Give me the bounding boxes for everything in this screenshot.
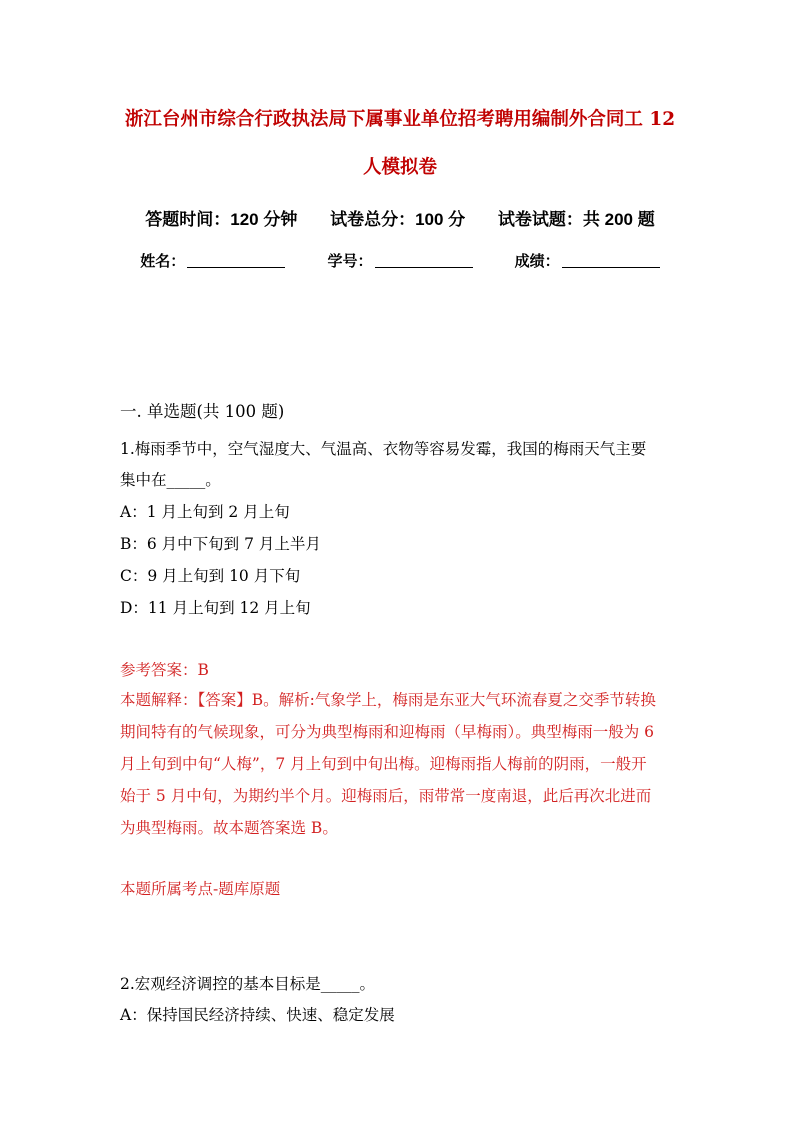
exam-total-score: 试卷总分：100 分 <box>330 210 466 229</box>
q1-option-b: B：6 月中下旬到 7 月上半月 <box>120 535 321 553</box>
score-field <box>515 251 660 273</box>
exam-time: 答题时间：120 分钟 <box>145 210 298 229</box>
q1-explanation-line-4: 始于 5 月中旬，为期约半个月。迎梅雨后，雨带常一度南退，此后再次北进而 <box>120 787 652 805</box>
name-field <box>140 251 285 273</box>
q1-explanation-line-2: 期间特有的气候现象，可分为典型梅雨和迎梅雨（早梅雨）。典型梅雨一般为 6 <box>120 723 655 741</box>
q1-answer: 参考答案：B <box>120 661 209 679</box>
q1-option-a: A：1 月上旬到 2 月上旬 <box>120 503 290 521</box>
q2-option-a: A：保持国民经济持续、快速、稳定发展 <box>120 1006 395 1024</box>
score-label: 成绩： <box>514 253 560 270</box>
name-label: 姓名： <box>140 253 186 270</box>
q1-option-c: C：9 月上旬到 10 月下旬 <box>120 567 301 585</box>
q2-text: 2.宏观经济调控的基本目标是_____。 <box>120 975 376 993</box>
q1-option-d: D：11 月上旬到 12 月上旬 <box>120 599 311 617</box>
q1-explanation-line-5: 为典型梅雨。故本题答案选 B。 <box>120 819 338 837</box>
name-blank[interactable] <box>187 253 285 268</box>
id-label: 学号： <box>327 253 373 270</box>
section-title: 一. 单选题(共 100 题) <box>120 402 285 421</box>
q1-explanation-line-1: 本题解释：【答案】B。解析:气象学上，梅雨是东亚大气环流春夏之交季节转换 <box>120 691 656 709</box>
exam-question-count: 试卷试题：共 200 题 <box>497 210 655 229</box>
student-fields <box>0 251 800 273</box>
title-line-1: 浙江台州市综合行政执法局下属事业单位招考聘用编制外合同工 12 <box>124 109 676 130</box>
q1-category: 本题所属考点-题库原题 <box>120 880 281 898</box>
document-title <box>100 96 700 192</box>
id-blank[interactable] <box>375 253 473 268</box>
id-field <box>327 251 472 273</box>
exam-meta <box>0 207 800 233</box>
q1-text-line-1: 1.梅雨季节中，空气湿度大、气温高、衣物等容易发霉，我国的梅雨天气主要 <box>120 440 647 458</box>
title-line-2: 人模拟卷 <box>362 157 437 178</box>
score-blank[interactable] <box>562 253 660 268</box>
q1-explanation-line-3: 月上旬到中旬“人梅”，7 月上旬到中旬出梅。迎梅雨指人梅前的阴雨，一般开 <box>120 755 647 773</box>
q1-text-line-2: 集中在_____。 <box>120 471 221 489</box>
